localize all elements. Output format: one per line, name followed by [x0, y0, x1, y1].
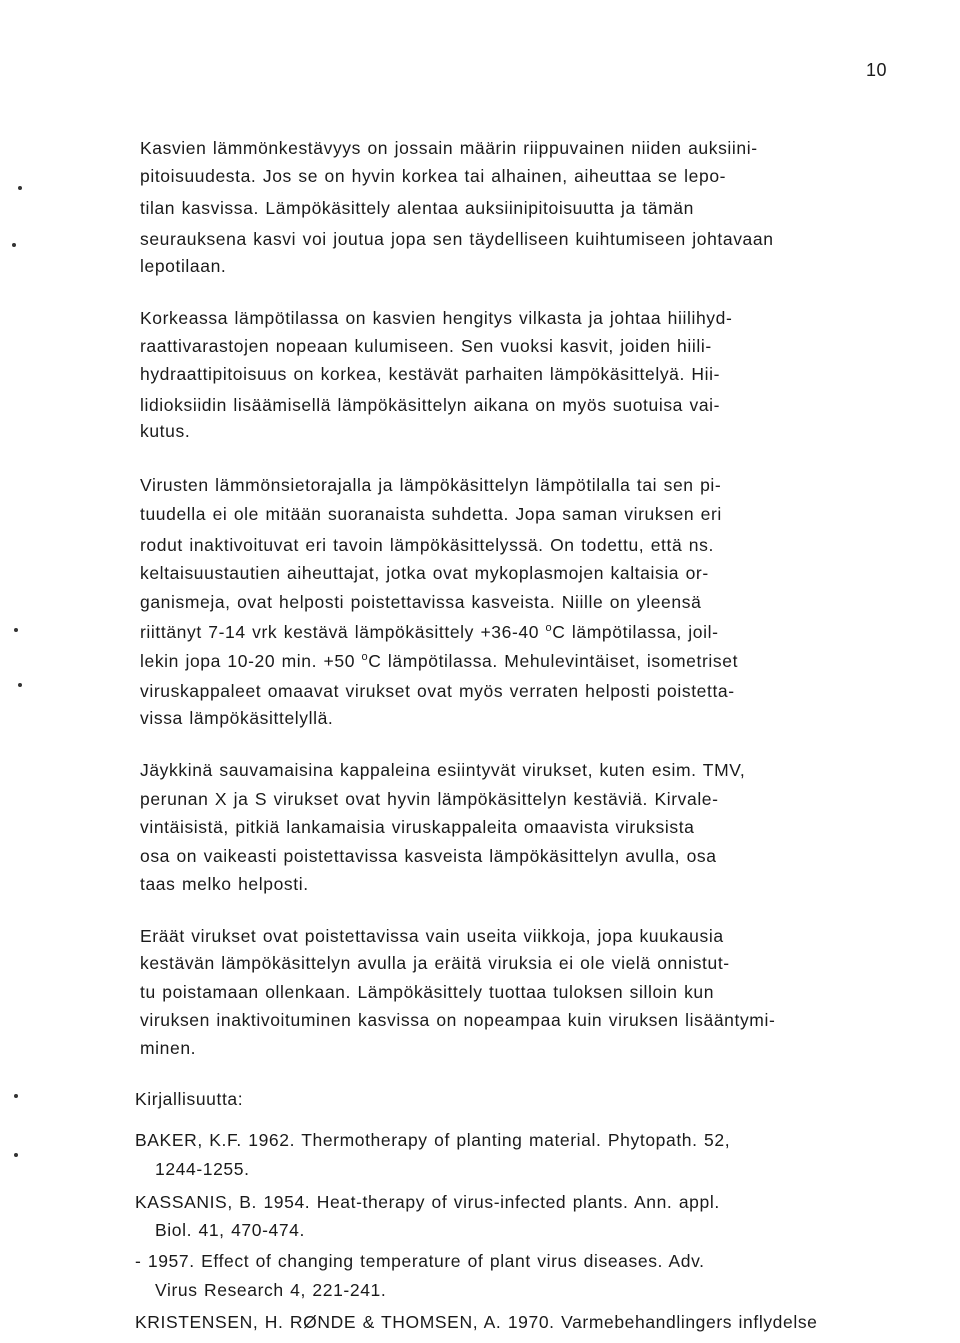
reference-1-line-2: 1244-1255. — [155, 1159, 250, 1179]
paragraph-5-line-4: viruksen inaktivoituminen kasvissa on nopeampaa kuin viruksen lisääntymi- — [140, 1010, 776, 1030]
paragraph-2-line-4: lidioksiidin lisäämisellä lämpökäsittelyn aikana on myös suotuisa vai- — [140, 395, 721, 415]
reference-1-line-1: BAKER, K.F. 1962. Thermotherapy of planting material. Phytopath. 52, — [135, 1130, 731, 1150]
paragraph-3-line-9: vissa lämpökäsittelyllä. — [140, 708, 334, 728]
scan-speck — [14, 1153, 18, 1157]
references-heading: Kirjallisuutta: — [135, 1089, 244, 1109]
reference-4-line-1: KRISTENSEN, H. RØNDE & THOMSEN, A. 1970. Varmebehandlingers inflydelse — [135, 1312, 818, 1332]
reference-3-line-1: - 1957. Effect of changing temperature of plant virus diseases. Adv. — [135, 1251, 705, 1271]
paragraph-4-line-5: taas melko helposti. — [140, 874, 309, 894]
scan-speck — [12, 243, 16, 247]
paragraph-3-line-4: keltaisuustautien aiheuttajat, jotka ovat mykoplasmojen kaltaisia or- — [140, 563, 709, 583]
paragraph-2-line-3: hydraattipitoisuus on korkea, kestävät parhaiten lämpökäsittelyä. Hii- — [140, 364, 721, 384]
paragraph-3-line-7-part-1: lekin jopa 10-20 min. +50 — [140, 651, 362, 671]
scan-speck — [18, 683, 22, 687]
paragraph-5-line-3: tu poistamaan ollenkaan. Lämpökäsittely tuottaa tuloksen silloin kun — [140, 982, 715, 1002]
paragraph-4-line-4: osa on vaikeasti poistettavissa kasveista lämpökäsittelyn avulla, osa — [140, 846, 717, 866]
paragraph-2-line-5: kutus. — [140, 421, 191, 441]
paragraph-3-line-1: Virusten lämmönsietorajalla ja lämpökäsittelyn lämpötilalla tai sen pi- — [140, 475, 722, 495]
scan-speck — [14, 628, 18, 632]
degree-superscript: o — [545, 622, 553, 634]
paragraph-3-line-5: ganismeja, ovat helposti poistettavissa kasveista. Niille on yleensä — [140, 592, 702, 612]
reference-2-line-1: KASSANIS, B. 1954. Heat-therapy of virus-infected plants. Ann. appl. — [135, 1192, 720, 1212]
paragraph-3-line-7-part-2: C lämpötilassa. Mehulevintäiset, isometriset — [368, 651, 739, 671]
reference-2-line-2: Biol. 41, 470-474. — [155, 1220, 305, 1240]
paragraph-1-line-4: seurauksena kasvi voi joutua jopa sen täydelliseen kuihtumiseen johtavaan — [140, 229, 774, 249]
reference-3-line-2: Virus Research 4, 221-241. — [155, 1280, 387, 1300]
paragraph-3-line-6-part-2: C lämpötilassa, joil- — [552, 622, 719, 642]
scan-speck — [18, 186, 22, 190]
page-number: 10 — [866, 60, 888, 80]
paragraph-5-line-2: kestävän lämpökäsittelyn avulla ja eräitä viruksia ei ole vielä onnistut- — [140, 953, 730, 973]
paragraph-4-line-3: vintäisistä, pitkiä lankamaisia viruskappaleita omaavista viruksista — [140, 817, 695, 837]
paragraph-4-line-1: Jäykkinä sauvamaisina kappaleina esiintyvät virukset, kuten esim. TMV, — [140, 760, 746, 780]
paragraph-3-line-3: rodut inaktivoituvat eri tavoin lämpökäsittelyssä. On todettu, että ns. — [140, 535, 714, 555]
degree-superscript: o — [361, 651, 369, 663]
scan-speck — [14, 1094, 18, 1098]
paragraph-1-line-2: pitoisuudesta. Jos se on hyvin korkea tai alhainen, aiheuttaa se lepo- — [140, 166, 727, 186]
paragraph-3-line-7 — [140, 651, 738, 672]
paragraph-1-line-5: lepotilaan. — [140, 256, 227, 276]
paragraph-3-line-8: viruskappaleet omaavat virukset ovat myös verraten helposti poistetta- — [140, 681, 735, 701]
paragraph-5-line-1: Eräät virukset ovat poistettavissa vain useita viikkoja, jopa kuukausia — [140, 926, 724, 946]
paragraph-3-line-2: tuudella ei ole mitään suoranaista suhdetta. Jopa saman viruksen eri — [140, 504, 722, 524]
paragraph-5-line-5: minen. — [140, 1038, 197, 1058]
paragraph-2-line-1: Korkeassa lämpötilassa on kasvien hengitys vilkasta ja johtaa hiilihyd- — [140, 308, 733, 328]
paragraph-3-line-6-part-1: riittänyt 7-14 vrk kestävä lämpökäsittely +36-40 — [140, 622, 546, 642]
paragraph-1-line-1: Kasvien lämmönkestävyys on jossain määrin riippuvainen niiden auksiini- — [140, 138, 758, 158]
paragraph-1-line-3: tilan kasvissa. Lämpökäsittely alentaa auksiinipitoisuutta ja tämän — [140, 198, 694, 218]
paragraph-4-line-2: perunan X ja S virukset ovat hyvin lämpökäsittelyn kestäviä. Kirvale- — [140, 789, 719, 809]
paragraph-2-line-2: raattivarastojen nopeaan kulumiseen. Sen vuoksi kasvit, joiden hiili- — [140, 336, 712, 356]
paragraph-3-line-6 — [140, 622, 719, 643]
